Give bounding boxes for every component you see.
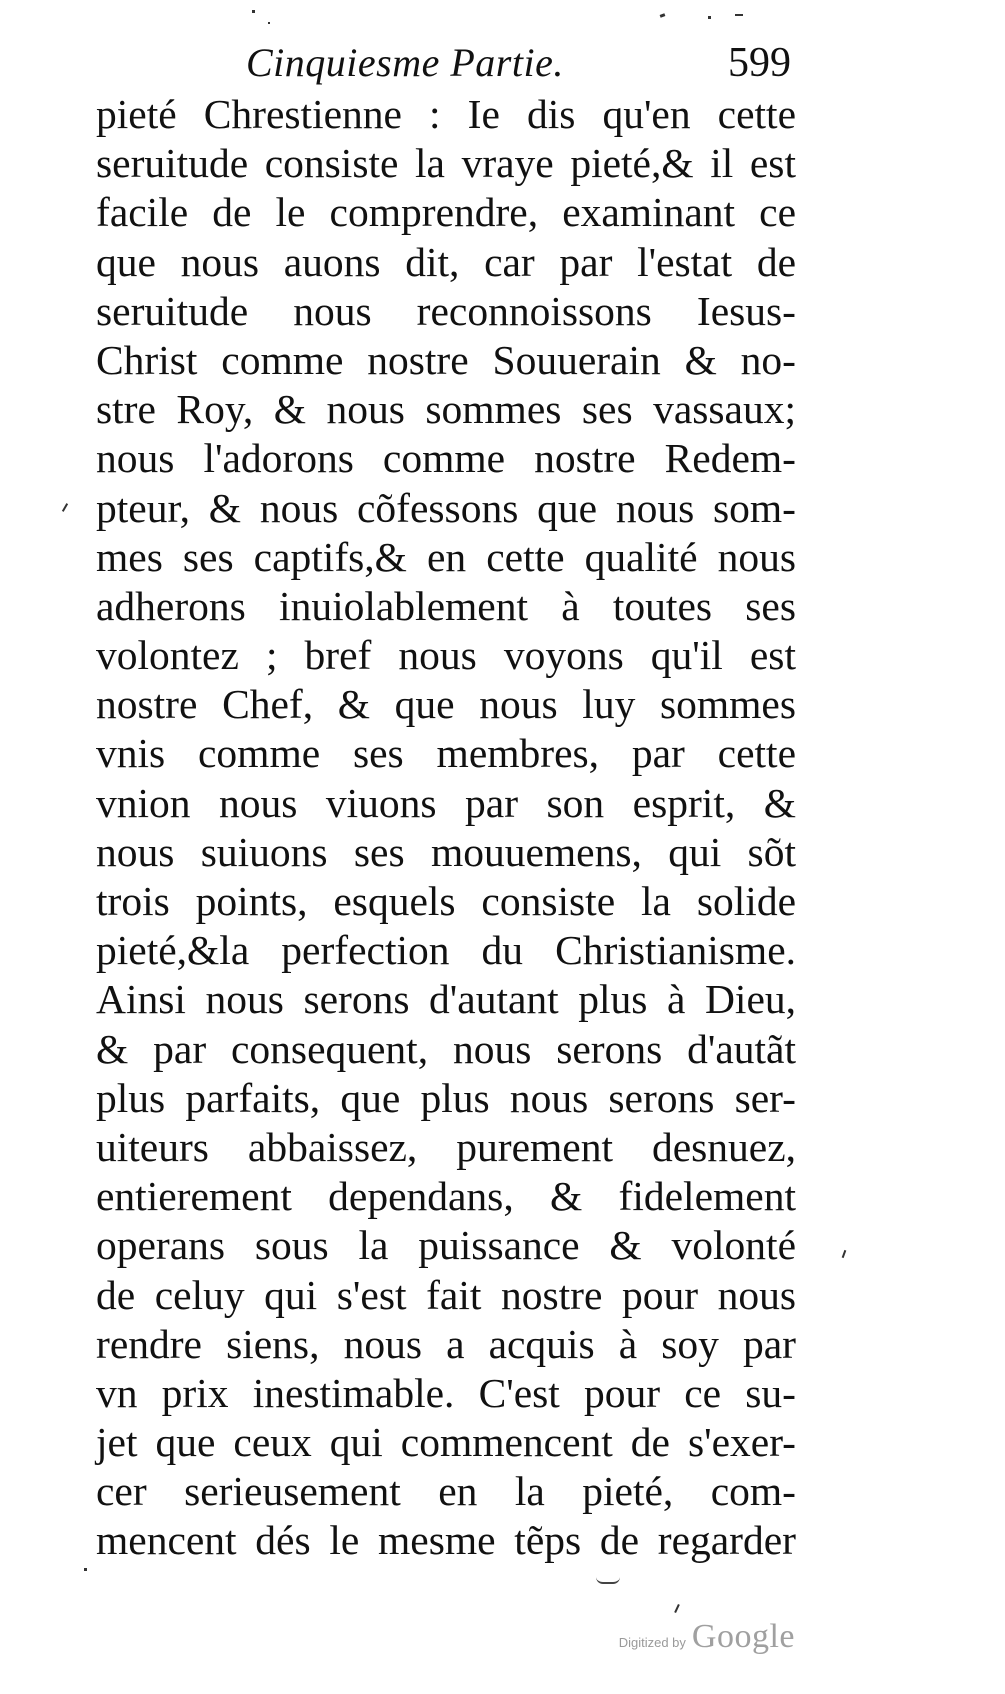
text-line: seruitude nous reconnoissons Iesus- (96, 287, 796, 334)
text-line: rendre siens, nous a acquis à soy par (96, 1320, 796, 1367)
text-line: adherons inuiolablement à toutes ses (96, 582, 796, 629)
page-number: 599 (728, 40, 791, 86)
text-line: uiteurs abbaissez, purement desnuez, (96, 1123, 796, 1170)
ink-speck (842, 1250, 847, 1258)
text-line: nostre Chef, & que nous luy sommes (96, 681, 797, 728)
text-line: volontez ; bref nous voyons qu'il est (96, 632, 796, 679)
watermark-prefix: Digitized by (618, 1635, 686, 1650)
ink-speck (62, 503, 68, 512)
text-line: que nous auons dit, car par l'estat de (96, 238, 796, 285)
text-line: pieté,&la perfection du Christianisme. (96, 927, 796, 974)
running-title: Cinquiesme Partie. (246, 40, 564, 85)
ink-speck (660, 13, 666, 18)
text-line: trois points, esquels consiste la solide (96, 878, 796, 924)
ink-speck (268, 22, 270, 24)
text-line: plus parfaits, que plus nous serons ser- (96, 1074, 796, 1121)
text-line: jet que ceux qui commencent de s'exer- (96, 1419, 797, 1466)
ink-speck (708, 16, 711, 19)
ink-speck (84, 1568, 87, 1571)
text-line: pieté Chrestienne : Ie dis qu'en cette (96, 91, 796, 137)
text-line: mes ses captifs,& en cette qualité nous (96, 533, 796, 580)
text-line: nous l'adorons comme nostre Redem- (96, 435, 796, 482)
text-line: & par consequent, nous serons d'autãt (96, 1025, 796, 1072)
ink-speck (735, 14, 743, 16)
ink-speck (252, 10, 255, 13)
page-header (96, 38, 791, 88)
text-line: vnion nous viuons par son esprit, & (96, 779, 796, 826)
text-line: seruitude consiste la vraye pieté,& il est (96, 140, 796, 187)
text-line: vn prix inestimable. C'est pour ce su- (96, 1369, 797, 1416)
text-line: pteur, & nous cõfessons que nous som- (96, 484, 796, 531)
text-line: Ainsi nous serons d'autant plus à Dieu, (96, 976, 796, 1023)
text-line: facile de le comprendre, examinant ce (96, 189, 796, 236)
text-line: vnis comme ses membres, par cette (96, 730, 796, 777)
text-line: operans sous la puissance & volonté (96, 1222, 796, 1269)
text-line: entierement dependans, & fidelement (96, 1173, 796, 1220)
ink-speck (674, 1604, 680, 1613)
text-line: Christ comme nostre Souuerain & no- (96, 336, 796, 383)
text-line: de celuy qui s'est fait nostre pour nous (96, 1271, 796, 1318)
text-line: nous suiuons ses mouuemens, qui sõt (96, 828, 796, 875)
text-line: mencent dés le mesme tẽps de regarder (96, 1517, 796, 1564)
text-line: stre Roy, & nous sommes ses vassaux; (96, 386, 796, 433)
google-logo: Google (691, 1618, 795, 1655)
text-line: cer serieusement en la pieté, com- (96, 1468, 796, 1515)
footer-ink-mark (596, 1577, 620, 1584)
body-text (96, 90, 796, 1566)
digitized-watermark (619, 1618, 795, 1656)
